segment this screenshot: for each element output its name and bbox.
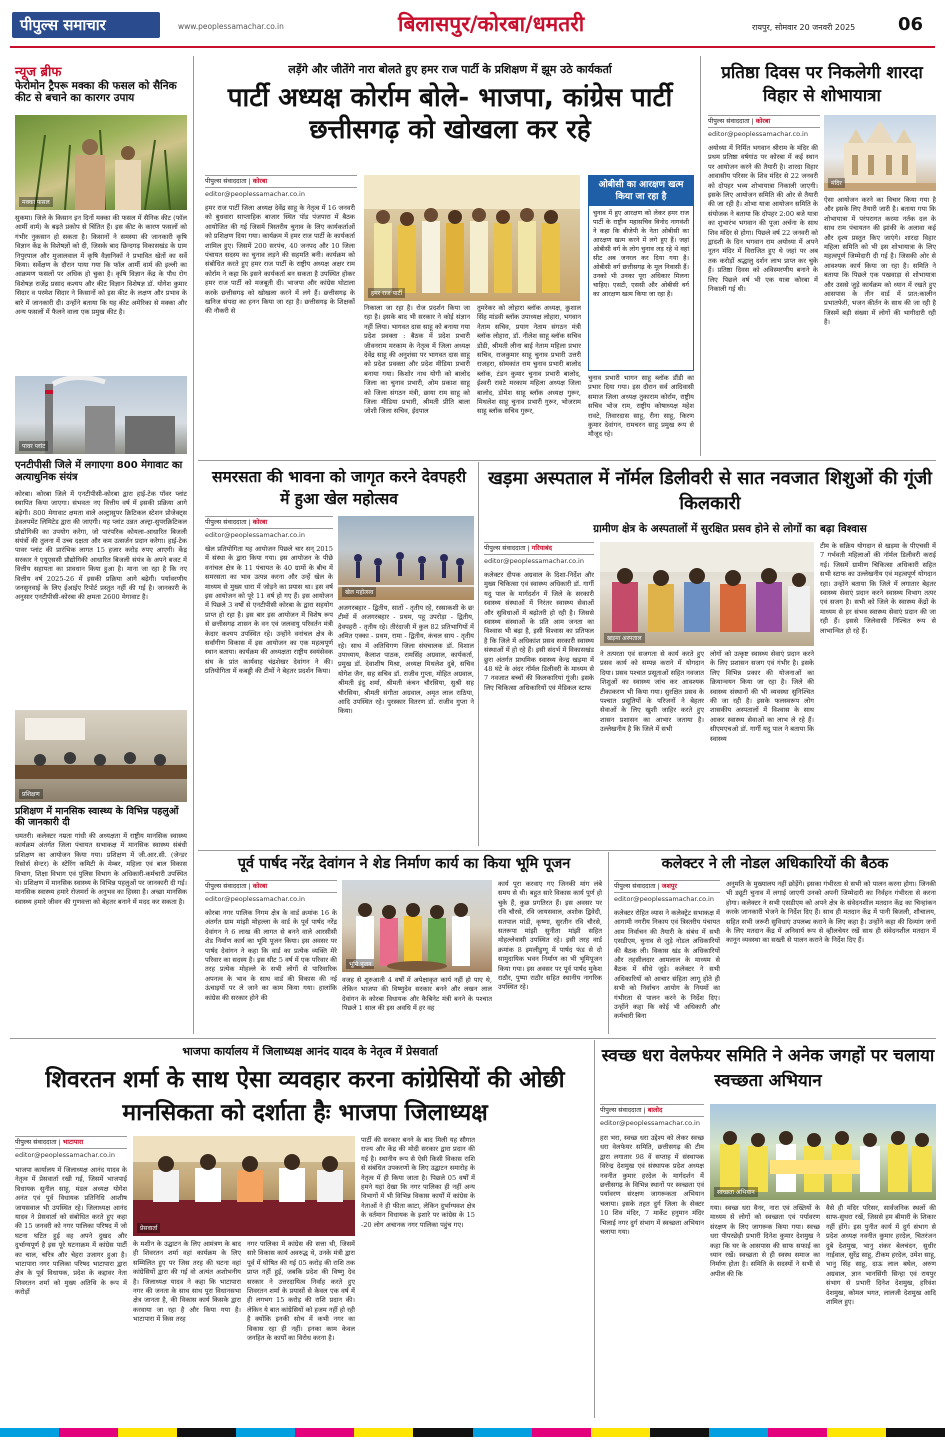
row3-separator: [10, 1038, 936, 1039]
mental-health-headline: प्रशिक्षण में मानसिक स्वास्थ्य के विभिन्न पहलुओं की जानकारी दी: [15, 806, 179, 829]
lead-byline-city: कोरबा: [252, 177, 268, 185]
news-brief-label: न्यूज ब्रीफ: [15, 65, 62, 80]
samarasta-col-2: अजगरबहार - द्वितीय, सातों - तृतीय रहे, रस्साकशी के छः टीमों में अजगरबहार - प्रथम, पहू उपरोड़ा - द्वितीय, देवपहरी - तृतीय रहे। तीरंदाजी में कुल 82 प्रतिभागियों में अमित एक्का - प्रथम, रामा - द्वितीय, कंचल साय - तृतीय रहे। साथ में अतिथिगण जिला संघचालक डॉ. विशाल उपाध्याय, कैलाश पाठक, रामसिंह अग्रवाल, कार्यकर्ता, प्रमुख डॉ. देवाशीष मिश्रा, अध्यक्ष मिथलेश दुबे, सचिव योगेश जैन, सह सचिव डॉ. राजीव गुप्ता, मोहित अग्रवाल, श्रीमती इंदु शर्मा, श्रीमती कंचन चौरसिया, सुश्री सह चौरसिया, श्रीमती संगीता अग्रवाल, अमृत लाल राठिया, आदि उपस्थित रहे। पुरस्कार वितरण डॉ. राजीव गुप्ता ने किया।: [338, 604, 474, 716]
lead-email[interactable]: editor@peoplessamachar.co.in: [205, 190, 305, 198]
party-workers-icon: [364, 175, 580, 301]
swachh-byline-agency: पीपुल्स संवाददाता: [600, 1106, 642, 1114]
row2-separator: [198, 850, 936, 851]
masthead-logo[interactable]: [12, 12, 160, 38]
swachh-byline-city: बालोद: [647, 1106, 663, 1114]
party-photo: [364, 175, 580, 301]
lead-byline-agency: पीपुल्स संवाददाता: [205, 177, 247, 185]
obc-sidebox-body: चुनाव में हुए आरक्षण को लेकर हमर राज पार्टी के राष्ट्रीय महासचिव विनोद नागवंशी ने कहा कि बीजेपी के नेता ओबीसी का आरक्षण खत्म करने में लगे हुए हैं। जहां ओबीसी वर्ग के लोग चुनाव लड़ रहे थे वहां सीट अब जनरल कर दिया गया है। ओबीसी वर्ग छत्तीसगढ़ के मूल निवासी हैं। उनको भी उनका पूरा अधिकार मिलना चाहिए। एसटी, एससी और ओबीसी वर्ग का आरक्षण खत्म किया जा रहा है।: [593, 209, 689, 298]
khadma-kicker: ग्रामीण क्षेत्र के अस्पतालों में सुरक्षित प्रसव होने से लोगों का बढ़ा विश्वास: [593, 523, 867, 535]
news-brief-body: सुकमा। जिले के किसान इन दिनों मक्का की फसल में सैनिक कीट (फॉल आर्मी वार्म) के बढ़ते प्रकोप से चिंतित हैं। इस कीट के कारण फसलों को गंभीर नुकसान हो सकता है। किसानों ने समस्या की जानकारी कृषि विज्ञान केंद्र के विशेषज्ञों को दी, जिसके बाद छिन्दगढ़ विकासखंड के ग्राम निपुरपाल और मुजालवाल में कृषि वैज्ञानिकों ने प्रभावित खेतों का सर्वे किया। सर्वेक्षण के दौरान पाया गया कि फॉल आर्मी वार्म की इल्ली का आक्रमण फसलों पर अधिक हो चुका है। कृषि विज्ञान केंद्र के पौध रोग विशेषज्ञ राजेंद्र प्रसाद कश्यप और कीट विज्ञान विशेषज्ञ डॉ. योगेश कुमार सिदार व परमेश सिदार ने किसानों को इस कीट के लक्षण और प्रभाव के बारे में जानकारी दी। उन्होंने बताया कि यह कीट अमेरिका से मक्का और अन्य फसलों में फैलने वाला एक प्रमुख कीट है।: [15, 214, 187, 317]
shed-divider: [608, 852, 609, 1034]
khadma-headline: खड़मा अस्पताल में नॉर्मल डिलीवरी से सात नवजात शिशुओं की गूंजी किलकारी: [488, 468, 932, 514]
shivratan-col-3: नगर पालिका में कांग्रेस की सत्ता थी, जिसमें सारे विकास कार्य अवरुद्ध थे, उनके मंत्री द्वारा पूर्व में घोषित की गई 05 करोड़ की राशि तक प्राप्त नहीं हुई, जबकि प्रदेश की विष्णु देव सरकार ने उत्तरदायित्व निर्वाह करते हुए शिवरतन शर्मा के प्रयासों से केवल एक वर्ष में ही लगभग 15 करोड़ की राशि प्रदान की। लेकिन ये बात कांग्रेसियों को हजम नहीं हो रही है क्योंकि इनकी सोच में कभी नगर का विकास रहा ही नहीं। इनका काम केवल जनहित के कार्यों का विरोध करना है।: [247, 1240, 355, 1343]
samarasta-byline-agency: पीपुल्स संवाददाता: [205, 518, 247, 526]
pratishtha-email[interactable]: editor@peoplessamachar.co.in: [708, 130, 808, 138]
left-column-divider: [193, 56, 194, 1034]
lead-col-2: निकाला जा रहा है। रोज प्रदर्शन किया जा रहा है। इसके बाद भी सरकार ने कोई संज्ञान नहीं लिया। भागवत दास साहू को बनाया गया प्रदेश प्रवक्ता : बैठक में प्रदेश प्रभारी जीवनराम मरकाम के नेतृत्व में जिला अध्यक्ष देवेंद्र साहू की अनुशंसा पर भागवत दास साहू को प्रदेश प्रवक्ता और प्रदेश मीडिया प्रभारी बनाया गया। किशोर नाथ योगी को बालोद जिला का चुनाव प्रभारी, ओम प्रकाश साहू को जिला संगठन मंत्री, छाया राम साहू को जिला मीडिया प्रभारी, श्रीमती प्रीति बाला जोशी जिला सचिव, ईदपाल: [364, 304, 470, 416]
pratishtha-byline: पीपुल्स संवाददाता | कोरबा: [708, 115, 820, 128]
press-photo-label: प्रेसवार्ता: [137, 1223, 160, 1233]
collector-headline: कलेक्टर ने ली नोडल अधिकारियों की बैठक: [661, 856, 889, 872]
shivratan-email[interactable]: editor@peoplessamachar.co.in: [15, 1151, 115, 1159]
pratishtha-byline-city: कोरबा: [755, 117, 771, 125]
pratishtha-byline-agency: पीपुल्स संवाददाता: [708, 117, 750, 125]
training-photo: [15, 710, 187, 802]
cleanup-photo-label: स्वच्छता अभियान: [714, 1187, 758, 1197]
power-plant-photo: [15, 376, 187, 454]
lead-col-1: हमर राज पार्टी जिला अध्यक्ष देवेंद्र साहू के नेतृत्व में 16 जनवरी को बुधवारा साप्ताहिक बाजार स्थित पॉड पंजपारा में बैठक आयोजित की गई जिसमें त्रिस्तरीय चुनाव के लिए कार्यकर्ताओं को प्रशिक्षण दिया गया। कार्यक्रम में हमर राज पार्टी के कार्यकर्ता शामिल हुए। जिसमें 200 सरपंच, 40 जनपद और 10 जिला पंचायत सदस्य का चुनाव लड़ने की सहमति बनी। कार्यक्रम को संबोधित करते हुए हमर राज पार्टी के राष्ट्रीय अध्यक्ष अक्षर राम कोर्राम ने कहा कि इसने कार्यकर्ता बन सकता है उपस्थित होकर हमर राज पार्टी को मजबूती दी। भाजपा और कांग्रेस घोटाला करके छत्तीसगढ़ को खोखला करने में लगे हैं। छत्तीसगढ़ के खनिज संपदा का हनन किया जा रहा है। छत्तीसगढ़ के शिक्षकों की नौकरी से: [205, 204, 355, 316]
khadma-byline-agency: पीपुल्स संवाददाता: [484, 544, 526, 552]
mental-health-body: धमतरी। कलेक्टर नम्रता गांधी की अध्यक्षता में राष्ट्रीय मानसिक स्वास्थ्य कार्यक्रम अंतर्गत जिला पंचायत सभाकक्ष में मानसिक स्वास्थ्य संबंधी प्रशिक्षण का आयोजन किया गया। प्रशिक्षण में जी.आर.सी. (जेन्डर रिसोर्स सेन्टर) के स्टेरिंग कमिटी के मेम्बर, महिला एवं बाल विकास विभाग, शिक्षा विभाग एवं पुलिस विभाग के अधिकारी-कर्मचारी उपस्थित थे। प्रशिक्षण में मानसिक स्वास्थ्य के विभिन्न पहलुओं पर जानकारी दी गई। मानसिक स्वास्थ्य हमारे रोजमर्रा के अनुभव का हिस्सा है। अच्छा मानसिक स्वास्थ्य हमारे जीवन की गुणवत्ता को बेहतर बनाने में मदद कर सकता है।: [15, 832, 187, 906]
collector-byline-agency: पीपुल्स संवाददाता: [614, 882, 656, 890]
ntpc-body: कोरबा। कोरबा जिले में एनटीपीसी-कोरबा द्वारा हाई-टेक पॉवर प्लांट स्थापित किया जाएगा। संभवतः नए वित्तीय वर्ष में इसकी प्रक्रिया आगे बढ़ेगी। 800 मेगावाट क्षमता वाले अल्ट्रासुपर क्रिटिकल स्टेशन प्रोजेक्ट्स डेवलपमेंट लिमिटेड द्वारा की जाएगी। यह प्लांट उन्नत अल्ट्रा-सुपरक्रिटिकल प्रौद्योगिकी का उपयोग करेगा, जो पारंपरिक कोयला-आधारित बिजली संयंत्रों की तुलना में उच्च दक्षता और कम उत्सर्जन प्रदान करेगा। हाई-टेक पावर प्लांट की प्रारंभिक लागत 15 हजार करोड़ रुपए आएगी। केंद्र सरकार ने एयूएससी प्रौद्योगिकी आधारित बिजली संयंत्र के अपने बजट में वित्तीय सहायता का प्रावधान किया हुआ है। माना जा रहा है कि नए वित्तीय वर्ष 2025-26 में इसकी प्रक्रिया आगे बढ़ेगी। पर्यावरणीय जनसुनवाई के लिए ईआईए रिपोर्ट प्रस्तुत नहीं की गई है। जानकारी के अनुसार एनटीपीसी-कोरबा की क्षमता 2600 मेगावाट है।: [15, 490, 187, 602]
kabaddi-photo-label: खेल महोत्सव: [342, 587, 376, 597]
khadma-col-2: ने तत्परता एवं सजगता से कार्य करते हुए प्रसव कार्य को सम्पन्न कराने में योगदान दिया। प्रसव पश्चात प्रसूताओं सहित नवजात शिशुओं का स्वास्थ्य जांच कर आवश्यक टीकाकरण भी किया गया। सुरक्षित प्रसव के पश्चात प्रसूतियों के परिजनों ने बेहतर सेवाओं के लिए खुशी जाहिर करते हुए शासन प्रशासन का आभार जताया है। उल्लेखनीय है कि जिले में सभी: [600, 650, 704, 734]
collector-email[interactable]: editor@peoplessamachar.co.in: [614, 895, 714, 903]
power-plant-photo-label: पावर प्लांट: [19, 441, 48, 451]
shivratan-byline-agency: पीपुल्स संवाददाता: [15, 1138, 57, 1146]
lead-headline: पार्टी अध्यक्ष कोर्राम बोले- भाजपा, कांग्रेस पार्टी छत्तीसगढ़ को खोखला कर रहे: [227, 83, 673, 145]
shed-byline: पीपुल्स संवाददाता | कोरबा: [205, 880, 337, 893]
masthead: [0, 0, 945, 48]
masthead-edition: बिलासपुर/कोरबा/धमतरी: [398, 12, 585, 36]
khadma-byline-city: गरियाबंद: [531, 544, 552, 552]
pratishtha-headline: प्रतिष्ठा दिवस पर निकलेगी शारदा विहार से शोभायात्रा: [721, 63, 923, 106]
shed-byline-agency: पीपुल्स संवाददाता: [205, 882, 247, 890]
swachh-headline: स्वच्छ धरा वेलफेयर समिति ने अनेक जगहों पर चलाया स्वच्छता अभियान: [601, 1046, 935, 1091]
khadma-col-4: टीम के सक्रिय योगदान से खड़मा के पीएचसी में 7 गर्भवती महिलाओं की नॉर्मल डिलीवरी कराई गई। जिसमें ग्रामीण चिकित्सा अधिकारी सहित सभी स्टाफ का उल्लेखनीय एवं महत्वपूर्ण योगदान रहा। उन्होंने बताया कि जिले में लगातार बेहतर स्वास्थ्य सेवाएं प्रदान करने स्वास्थ्य विभाग तत्पर एवं सजग है। सभी को जिले के स्वास्थ्य केंद्रों के माध्यम से हर संभव स्वास्थ्य सेवाएं प्रदान की जा रही हैं। इससे जिलेवासी निश्चित रूप से लाभान्वित हो रहे हैं।: [820, 542, 936, 635]
shivratan-divider: [594, 1040, 595, 1418]
samarasta-byline: पीपुल्स संवाददाता | कोरबा: [205, 516, 333, 529]
pratishtha-col-1: अयोध्या में निर्मित भगवान श्रीराम के मंदिर की प्रथम प्रतिष्ठा वर्षगांठ पर कोरबा में कई स्थान पर आयोजन करने की तैयारी है। शारदा विहार आवासीय परिसर के शिव मंदिर से 22 जनवरी को दोपहर भव्य शोभायात्रा निकाली जाएगी। इसके लिए आयोजन समिति की ओर से तैयारी की जा रही है। शोभा यात्रा आयोजन समिति के संयोजक ने बताया कि दोपहर 2:00 बजे यात्रा का शुभारंभ भगवान की पूजा अर्चना के साथ शिव मंदिर से होगा। पिछले वर्ष 22 जनवरी को द्वादशी के दिन भगवान राम अयोध्या में अपने नूतन मंदिर में विराजित हुए थे जहां पर अब तक करोड़ों श्रद्धालु दर्शन लाभ प्राप्त कर चुके हैं। प्रतिष्ठा दिवस को अविस्मरणीय बनाने के लिए पिछले वर्ष भी एक यात्रा कोरबा में निकाली गई थी।: [708, 144, 818, 294]
swachh-byline: पीपुल्स संवाददाता | बालोद: [600, 1104, 704, 1117]
obc-sidebox: [588, 175, 694, 371]
collector-byline-city: जशपुर: [661, 882, 678, 890]
swachh-email[interactable]: editor@peoplessamachar.co.in: [600, 1119, 700, 1127]
swachh-col-2: गया। स्वच्छ धरा वैनर, नारा एवं तख्तियों के माध्यम से लोगों को स्वच्छता एवं पर्यावरण संरक्षण के लिए जागरूक किया गया। स्वच्छ धरा पीपरछेड़ी प्रभारी दिनेश कुमार देशमुख ने कहा कि घर के आसपास की साफ सफाई का ध्यान रखें। स्वच्छता से ही स्वस्थ समाज का निर्माण होता है। समिति के सदस्यों ने सभी से अपील की कि: [710, 1204, 820, 1278]
shivratan-headline: शिवरतन शर्मा के साथ ऐसा व्यवहार करना कांग्रेसियों की ओछी मानसिकता को दर्शाता हैः भाजपा जिलाध्यक्ष: [45, 1067, 565, 1126]
lead-byline: पीपुल्स संवाददाता | कोरबा: [205, 175, 357, 188]
shivratan-col-2: के मशीन के उद्घाटन के लिए आमंत्रण के बाद ही शिवरतन शर्मा वहां कार्यक्रम के लिए सम्मिलित हुए पर जिस तरह की घटना वहां कांग्रेसियों द्वारा की गई वो अत्यंत अशोभनीय है। जिलाध्यक्ष यादव ने कहा कि भाटापारा नगर की जनता के साथ साथ पूरा विधानसभा क्षेत्र जानता है, की विकास कार्य किसके द्वारा करवाया जा रहा है और किया गया है। भाटापारा में किस तरह: [133, 1240, 241, 1324]
shed-email[interactable]: editor@peoplessamachar.co.in: [205, 895, 305, 903]
shed-photo: [342, 880, 492, 972]
obc-sidebox-title: ओबीसी का आरक्षण खत्म किया जा रहा है: [589, 176, 693, 206]
collector-col-1: कलेक्टर रोहित व्यास ने कलेक्ट्रेट सभाकक्ष में आगामी नगरीय निकाय एवं त्रिस्तरीय पंचायत आम निर्वाचन की तैयारी के संबंध में सभी एसडीएम, चुनाव से जुड़े नोडल अधिकारियों की बैठक ली। विकास खंड के अधिकारियों और तहसीलदार आमलाल के माध्यम से बैठक में सीधे जुड़े। कलेक्टर ने सभी अधिकारियों को आचार संहिता लागू होते ही सभी को निर्वाचन आयोग के नियमों का गंभीरता से पालन करने के निर्देश दिए। उन्होंने कहा कि कोई भी अधिकारी और कर्मचारी बिना: [614, 909, 720, 1021]
swachh-col-1: हरा भरा, स्वच्छ धरा उद्देश्य को लेकर स्वच्छ धरा वेलफेयर समिति, छत्तीसगढ़ की टीम द्वारा लगातार 98 वें सप्ताह में संस्थापक विरेन्द्र देशमुख एवं संस्थापक प्रदेश अध्यक्ष नवनीत कुमार हरदेल के मार्गदर्शन में छत्तीसगढ़ के विभिन्न स्थानों पर स्वच्छता एवं पर्यावरण संरक्षण जागरूकता अभियान चलाया। इसके तहत दुर्ग जिला के सेक्टर 10 शिव मंदिर, 7 मार्केट हनुमान मंदिर भिलाई नगर दुर्ग संभाग में स्वच्छता अभियान चलाया गया।: [600, 1134, 704, 1237]
hospital-photo: [600, 542, 814, 646]
samarasta-byline-city: कोरबा: [252, 518, 268, 526]
samarasta-email[interactable]: editor@peoplessamachar.co.in: [205, 531, 305, 539]
collector-col-2: अनुमति के मुख्यालय नहीं छोड़ेंगे। इसका गंभीरता से सभी को पालन करना होगा। जिनकी भी ड्यूटी चुनाव में लगाई जाएगी उनको अपनी जिम्मेदारी का निर्वहन गंभीरता से करना होगा। कलेक्टर ने सभी एसडीएम को अपने क्षेत्र के संवेदनशील मतदान केंद्र का चिन्हांकन करके जानकारी भेजने के निर्देश दिए हैं। साथ ही मतदान केंद्र में पानी बिजली, शौचालय, सहित सभी जरूरी सुविधाएं उपलब्ध कराने के लिए कहा है। उन्होंने कहा की दिव्यांग जनों के लिए मतदान केंद्र में अनिवार्य रूप से व्हीलचेयर रखें साथ ही संवेदनशील मतदान में कानून व्यवस्था का सख्ती से पालन कराने के निर्देश दिए हैं।: [726, 880, 936, 945]
samarasta-col-1: खेल प्रतियोगिता यह आयोजन पिछले चार सन् 2015 में संस्था के द्वारा किया गया। इस आयोजन के पीछे वनांचल क्षेत्र के 11 पंचायत के 40 ग्रामों के बीच में समरसता का भाव उत्पन्न करना और उन्हें खेल के माध्यम से मुख्य धारा में जोड़ने का प्रयास था। इस वर्ष इस आयोजन को पूरे 11 वर्ष हो गए हैं। इस आयोजन में पिछले 3 वर्षों से एनटीपीसी कोरबा के द्वारा सहयोग प्राप्त हो रहा है। इस बार इस आयोजन में विशेष रूप से छत्तीसगढ़ शासन के वन एवं जलवायु परिवर्तन मंत्री केदार कश्यप उपस्थित रहे। उन्होंने वनांचल क्षेत्र के सर्वांगीण विकास में इस आयोजन का एक महत्वपूर्ण स्थान बताया। कार्यक्रम की अध्यक्षता राष्ट्रीय स्वयंसेवक संघ के प्रांत कार्यवाह चंद्रशेखर देवांगन ने की। प्रतियोगिता में कबड्डी की टीमों ने बेहतर प्रदर्शन किया।: [205, 545, 333, 676]
masthead-website[interactable]: www.peoplessamachar.co.in: [178, 22, 284, 31]
pratishtha-col-2: ऐसा आयोजन करने का विचार किया गया है और इसके लिए तैयारी जारी है। बताया गया कि शोभायात्रा में परंपरागत करमा नर्तक दल के साथ राम पंचायतन की झांकी के अलावा कई और दृश्य प्रस्तुत किए जाएंगे। शारदा विहार महिला समिति को भी इस शोभायात्रा के लिए महत्वपूर्ण जिम्मेदारी दी गई है। जिसकी ओर से आवश्यक कार्य किया जा रहा है। समिति ने बताया कि पिछले एक पखवाड़ा से शोभायात्रा और उससे जुड़े कार्यक्रम को ध्यान में रखते हुए आसपास के तीन वार्ड में प्रात:कालीन प्रभातफेरी, भजन कीर्तन के साथ की जा रही है जिसमें बड़ी संख्या में लोगों की भागीदारी रही है।: [824, 196, 936, 327]
hospital-photo-label: खड़मा अस्पताल: [604, 633, 645, 643]
page-number: 06: [898, 14, 924, 35]
ntpc-headline: एनटीपीसी जिले में लगाएगा 800 मेगावाट का अत्याधुनिक संयंत्र: [15, 460, 183, 483]
khadma-col-3: लोगों को उत्कृष्ट स्वास्थ्य सेवाएं प्रदान करने के लिए प्रशासन सजग एवं गंभीर है। इसके लिए विभिन्न प्रकार की योजनाओं का क्रियान्वयन किया जा रहा है। जिले की स्वास्थ्य संस्थानों की भी व्यवस्था सुनिश्चित की जा रही है। इसके फलस्वरूप लोग शासकीय अस्पतालों में विश्वास के साथ आकर स्वास्थ्य सेवाओं का लाभ ले रहे हैं। सीएमएचओ डॉ. गार्गी यदु पाल ने बताया कि स्वास्थ्य: [710, 650, 814, 743]
khadma-col-1: कलेक्टर दीपक अग्रवाल के दिशा-निर्देश और मुख्य चिकित्सा एवं स्वास्थ्य अधिकारी डॉ. गार्गी यदु पाल के मार्गदर्शन में जिले के सरकारी स्वास्थ्य संस्थाओं में निरंतर स्वास्थ्य सेवाओं और सुविधाओं में बढ़ोतरी हो रही है। जिससे स्वास्थ्य संस्थाओं के प्रति आम जनता का विश्वास भी बढ़ा है, इसी विश्वास का प्रतिफल है कि जिले में अधिकांश प्रसव सरकारी स्वास्थ्य संस्थाओं में हो रहे हैं। इसी संदर्भ में विकासखंड छुरा अंतर्गत प्राथमिक स्वास्थ्य केन्द्र खड़मा में 48 घंटे के अंदर नॉर्मल डिलीवरी के माध्यम से 7 नवजात बच्चों की किलकारियां गूंजी। इसके लिए चिकित्सा अधिकारियों एवं मेडिकल स्टाफ: [484, 571, 594, 692]
samarasta-headline: समरसता की भावना को जागृत करने देवपहरी में हुआ खेल महोत्सव: [212, 468, 466, 508]
maize-plants-icon: [15, 115, 187, 210]
masthead-rule: [10, 46, 935, 48]
press-photo: [133, 1136, 355, 1236]
cleanup-photo: [710, 1104, 936, 1200]
shivratan-col-4: पार्टी की सरकार बनने के बाद मिली यह सौगात राज्य और केंद्र की मोदी सरकार द्वारा प्रदान की गई है। स्थानीय रूप से ऐसी किसी विकास राशि से संबंधित उपकरणों के लिए उद्घाटन समारोह के नेतृत्व में ही किया जाता है। पिछले 05 वर्षों में हमने यहां देखा कि नगर पालिका ही नहीं अन्य विभागों में भी विभिन्न विकास कार्यों में कांग्रेस के नेताओं ने ही फीता काटा, लेकिन दुर्भाग्यवश क्षेत्र के वर्तमान विधायक के इशारे पर कांग्रेस के 15 -20 लोग अचानक नगर पालिका पहुंच गए।: [361, 1136, 475, 1229]
shivratan-byline-city: भाटापारा: [62, 1138, 84, 1146]
khadma-email[interactable]: editor@peoplessamachar.co.in: [484, 557, 584, 565]
lead-col-3: तुमरेकर को लोहारा ब्लॉक अध्यक्ष, कुशाल सिंह मांडवी ब्लॉक उपाध्यक्ष लोहारा, भगवान नेताम सचिव, प्रयाग नेताम संगठन मंत्री ब्लॉक लोहारा, डॉ. नीलेश साहू ब्लॉक सचिव डोंडी, श्रीमती लीना बाई नेताम महिला प्रभार सचिव, राजकुमार साहू चुनाव प्रभारी उत्तरी राजहरा, सोमकांत राम चुनाव प्रभारी बालोद ब्लॉक, टंडन कुमार चुनाव प्रभारी बालोद, ईश्वरी रावटे मरकाम महिला अध्यक्ष जिला बालोद, डोमेश साहू ब्लॉक अध्यक्ष गुरूर, मिथलेश साहू चुनाव प्रभारी गुरूर, भोजराम साहू ब्लॉक सचिव गुरूर,: [477, 304, 581, 416]
shivratan-kicker: भाजपा कार्यालय में जिलाध्यक्ष आनंद यादव के नेतृत्व में प्रेसवार्ता: [182, 1045, 438, 1058]
swachh-col-3: वैसे ही मंदिर परिसर, सार्वजनिक स्थलों की साफ-सुथरा रखें, जिससे हम बीमारी के शिकार नहीं होंगे। इस पुनीत कार्य में दुर्ग संभाग से प्रदेश अध्यक्ष नवनीत कुमार हरदेल, चितरंजन दुबे देशमुख, भानु शंकर बेलचंदन, सुधीर नाईवाल, सुरेंद्र साहू, टीकम हरदेल, उमेश साहू, भानु सिंह साहू, दाऊ लाल बघेल, अरुण अग्रवाल, ज्ञान भानसिंगी सिन्हा एवं रायपुर संभाग से प्रभारी दिनेश देशमुख, हरिवंश देशमुख, कोमल भगत, लालजी देशमुख आदि शामिल हुए।: [826, 1204, 936, 1307]
temple-photo: [824, 115, 936, 191]
lead-right-divider: [700, 56, 701, 456]
shed-col-1: कोरबा नगर पालिक निगम क्षेत्र के वार्ड क्रमांक 16 के अंतर्गत ग्राम मांझी मोहल्ला के वार्ड के पूर्व पार्षद नरेंद्र देवांगन ने 6 लाख की लागत से बनने वाले आरसीसी शेड निर्माण कार्य का भूमि पूजन किया। इस अवसर पर पार्षद देवांगन ने कहा कि वार्ड का प्रत्येक व्यक्ति मेरे परिवार का सदस्य है। इस सीट 5 वर्ष में एक परिवार की तरह प्रत्येक मोहल्ले के सभी लोगों से पारिवारिक अपनत्व के भाव के साथ वार्ड की विकास की नई ऊंचाइयों पर ले जाने का काम किया गया। हालांकि कांग्रेस की सरकार होने की: [205, 909, 337, 1002]
shed-headline: पूर्व पार्षद नरेंद्र देवांगन ने शेड निर्माण कार्य का किया भूमि पूजन: [237, 856, 571, 872]
masthead-dateline: रायपुर, सोमवार 20 जनवरी 2025: [752, 23, 856, 32]
row1-separator: [198, 460, 936, 461]
temple-photo-label: मंदिर: [828, 178, 845, 188]
lead-col-4: चुनाव प्रभारी भागन साहू ब्लॉक डौंडी का प्रभार दिया गया। इस दौरान सर्व आदिवासी समाज जिला अध्यक्ष तुकाराम कोर्राम, राष्ट्रीय सचिव भोज राम, राष्ट्रीय कोषाध्यक्ष महेश रावटे, तिवारदास साहू, रीना साहू, किरण कुमार देवांगन, रामचरन साहू प्रमुख रूप से मौजूद रहे।: [588, 374, 694, 439]
news-brief-headline: फेरोमोन ट्रैपरू मक्का की फसल को सैनिक कीट से बचाने का कारगर उपाय: [15, 80, 177, 105]
shivratan-col-5: [481, 1136, 589, 1416]
shivratan-byline: पीपुल्स संवाददाता | भाटापारा: [15, 1136, 127, 1149]
shed-col-2: वजह से शुरुआती 4 वर्षों में अपेक्षाकृत कार्य नहीं हो पाए थे, लेकिन भाजपा की विष्णुदेव सरकार बनने और लखन लाल देवांगन के कोरबा विधायक और कैबिनेट मंत्री बनने के पश्चात पिछले 1 साल की इस अवधि में हर वह: [342, 976, 492, 1013]
mothers-newborns-icon: [600, 542, 814, 646]
collector-byline: पीपुल्स संवाददाता | जशपुर: [614, 880, 720, 893]
shivratan-col-1: भाजपा कार्यालय में जिलाध्यक्ष आनंद यादव के नेतृत्व में प्रेसवार्ता रखी गई, जिसमें भाजपाई विधायक सुनील साहू, मंडल अध्यक्ष योगेश अनंत एवं पूर्व विधायक प्रतिनिधि आशीष जायसवाल भी उपस्थित रहे। जिलाध्यक्ष आनंद यादव ने प्रेसवार्ता को संबोधित करते हुए कहा की 15 जनवरी को नगर पालिका परिषद में जो घटना घटित हुई वह अपने दुखद और दुर्भाग्यपूर्ण है इस पूरे घटनाक्रम में कांग्रेस पार्टी का चाल, चरित्र और चेहरा उजागर हुआ है। भाटापारा नगर पालिका परिषद भाटापारा द्वारा क्षेत्र के पूर्व विधायक, प्रदेश के कद्दावर नेता शिवरतन शर्मा को मुख्य अतिथि के रूप में करोड़ों: [15, 1166, 127, 1297]
lead-kicker: लड़ेंगे और जीतेंगे नारा बोलते हुए हमर राज पार्टी के प्रशिक्षण में झूम उठे कार्यकर्ता: [288, 63, 612, 76]
samarasta-divider: [478, 462, 479, 846]
masthead-logo-text: पीपुल्स समाचार: [20, 16, 106, 34]
shed-byline-city: कोरबा: [252, 882, 268, 890]
print-color-bar: [0, 1428, 945, 1437]
press-conference-icon: [133, 1136, 355, 1236]
volunteers-icon: [710, 1104, 936, 1200]
maize-photo-label: मक्का फसल: [19, 197, 53, 207]
maize-photo: [15, 115, 187, 210]
shed-col-3: कार्य पूरा करवाए गए जिनकी मांग लंबे समय से थी। बहुत सारे विकास कार्य पूर्ण हो चुके हैं, कुछ प्रगतिरत हैं। इस अवसर पर रवि चौरसे, रवि जायसवाल, अशोक द्विवेदी, सतपाल मांडी, कृष्णा, सुरतीन रवि चौरसे, सतरूपा मांझी सुनीता मांझी सहित मोहल्लेवासी उपस्थित रहे। इसी तरह वार्ड क्रमांक 8 इमलीडुग्गू में पार्षद फंड से दो सामुदायिक भवन निर्माण का भी भूमिपूजन किया गया। इस अवसर पर पूर्व पार्षद मुकेश राठौर, पुष्पा राठौर सहित स्थानीय नागरिक उपस्थित रहे।: [498, 880, 602, 992]
party-photo-label: हमर राज पार्टी: [368, 288, 405, 298]
shed-photo-label: भूमि पूजन: [346, 959, 374, 969]
training-photo-label: प्रशिक्षण: [19, 789, 43, 799]
khadma-byline: पीपुल्स संवाददाता | गरियाबंद: [484, 542, 594, 555]
kabaddi-photo: [338, 516, 474, 600]
